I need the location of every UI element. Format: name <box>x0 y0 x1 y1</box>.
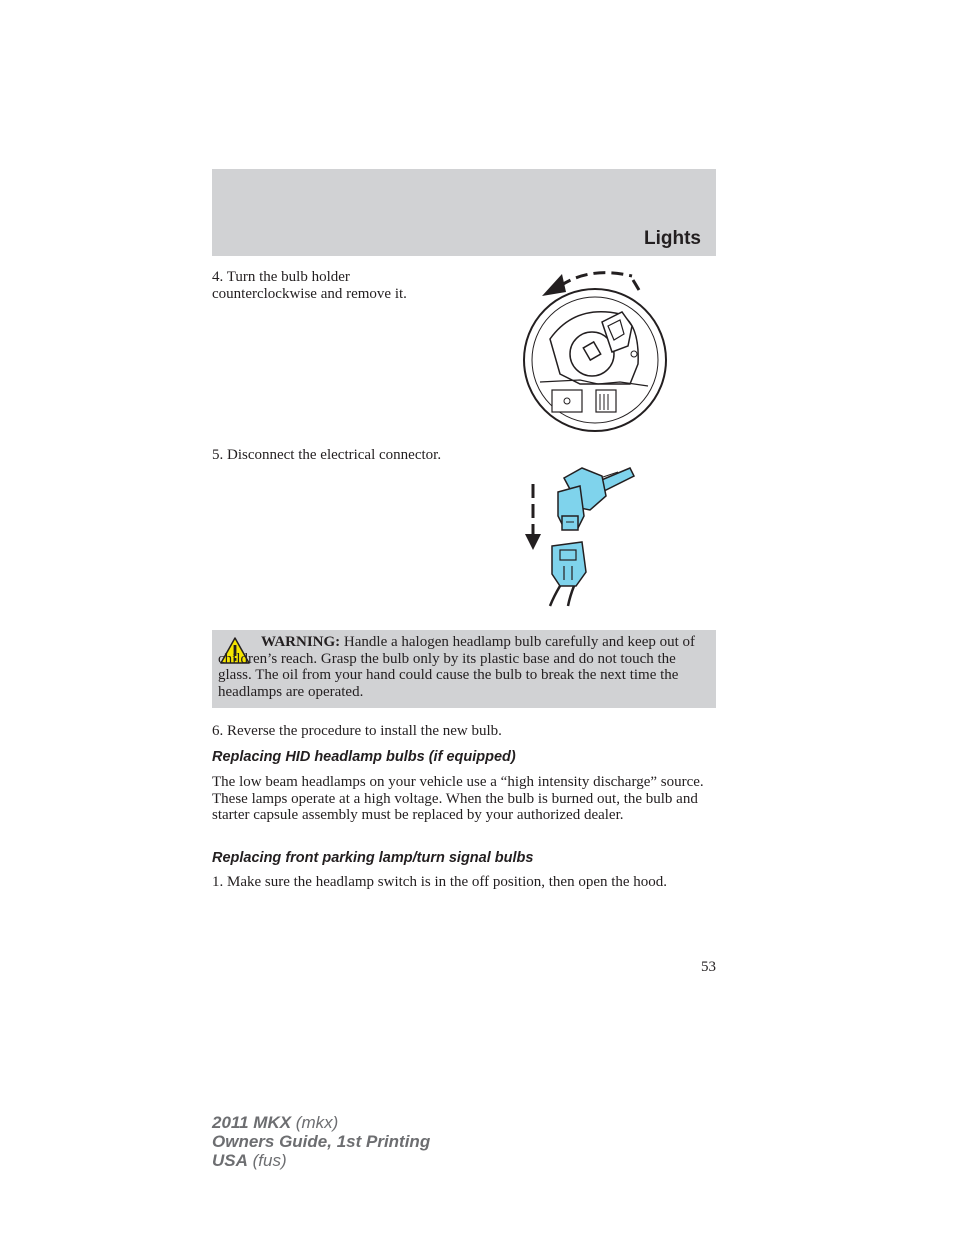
hid-heading: Replacing HID headlamp bulbs (if equipped) <box>212 749 516 765</box>
step-5-text: 5. Disconnect the electrical connector. <box>212 447 442 463</box>
warning-text <box>218 634 712 700</box>
footer-line-3: USA (fus) <box>212 1151 287 1170</box>
section-title: Lights <box>644 228 701 249</box>
step-4-text: 4. Turn the bulb holder counterclockwise and remove it. <box>212 269 407 302</box>
page-number: 53 <box>701 959 716 975</box>
warning-box <box>212 630 716 708</box>
footer-line-1: 2011 MKX (mkx) <box>212 1113 339 1132</box>
footer-line-2: Owners Guide, 1st Printing <box>212 1132 431 1151</box>
document-footer <box>212 1113 430 1170</box>
bulb-holder-figure <box>520 264 670 434</box>
warning-label: WARNING: <box>261 634 341 650</box>
electrical-connector-figure <box>520 462 640 612</box>
parking-heading: Replacing front parking lamp/turn signal bulbs <box>212 850 534 866</box>
warning-body: Handle a halogen headlamp bulb carefully and keep out of children’s reach. Grasp the bulb only by its plastic base and do not touch the glass. The oil from your hand could cause the bulb to break the next time the headlamps are operated. <box>218 634 696 700</box>
hid-body: The low beam headlamps on your vehicle use a “high intensity discharge” source. These lamps operate at a high voltage. When the bulb is burned out, the bulb and starter capsule assembly must be replaced by your authorized dealer. <box>212 774 704 823</box>
down-arrow-icon <box>525 484 541 550</box>
step-6-text: 6. Reverse the procedure to install the new bulb. <box>212 723 502 739</box>
section-header-band <box>212 169 716 256</box>
parking-step-1: 1. Make sure the headlamp switch is in the off position, then open the hood. <box>212 874 668 890</box>
